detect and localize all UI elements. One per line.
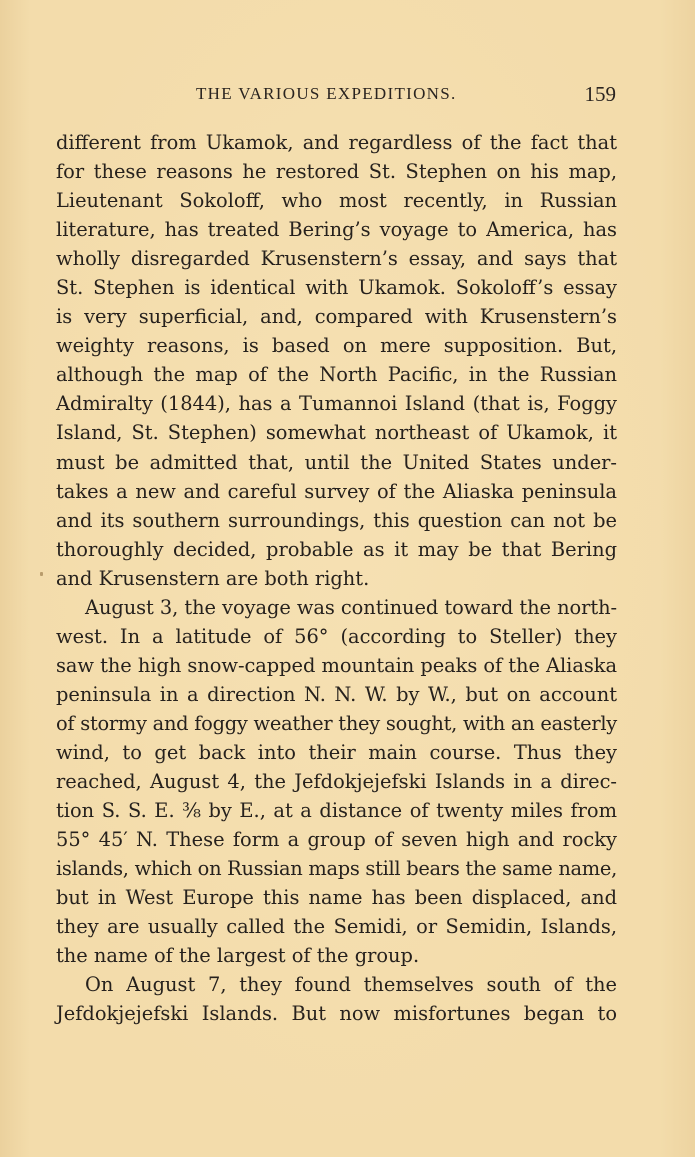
text-line: Lieutenant Sokoloff, who most recently, in Russian <box>56 189 617 213</box>
text-line: different from Ukamok, and regardless of the fact that <box>56 131 617 154</box>
paragraph-end-line: and Krusenstern are both right. <box>56 566 370 590</box>
text-line: wholly disregarded Krusenstern’s essay, and says that <box>56 247 617 271</box>
text-line: is very superficial, and, compared with Krusenstern’s <box>56 305 617 329</box>
text-line: of stormy and foggy weather they sought, with an easterly <box>56 711 617 735</box>
text-line: tion S. S. E. ⅜ by E., at a distance of twenty miles from <box>56 799 617 823</box>
paragraph-start-line: On August 7, they found themselves south of the <box>85 973 617 997</box>
text-line: St. Stephen is identical with Ukamok. Sokoloff’s essay <box>56 276 617 300</box>
text-line: must be admitted that, until the United States under- <box>56 450 617 474</box>
text-line: takes a new and careful survey of the Aliaska peninsula <box>56 479 617 503</box>
text-line: literature, has treated Bering’s voyage to America, has <box>56 218 617 242</box>
text-line: Admiralty (1844), has a Tumannoi Island (that is, Foggy <box>56 392 617 416</box>
text-line: for these reasons he restored St. Stephen on his map, <box>56 160 617 184</box>
paper-speck <box>40 572 43 576</box>
text-line: islands, which on Russian maps still bears the same name, <box>56 857 617 881</box>
text-line: peninsula in a direction N. N. W. by W., but on account <box>56 682 617 706</box>
paragraph-end-line: the name of the largest of the group. <box>56 944 420 968</box>
paragraph-start-line: August 3, the voyage was continued toward the north- <box>85 595 617 619</box>
running-head <box>56 84 616 108</box>
text-line: 55° 45′ N. These form a group of seven high and rocky <box>56 828 617 852</box>
page-number: 159 <box>584 82 616 106</box>
running-title: THE VARIOUS EXPEDITIONS. <box>196 84 457 103</box>
text-line: and its southern surroundings, this question can not be <box>56 508 617 532</box>
body-text <box>56 128 617 1028</box>
text-line: weighty reasons, is based on mere supposition. But, <box>56 334 617 358</box>
text-line: although the map of the North Pacific, in the Russian <box>56 363 617 387</box>
text-line: but in West Europe this name has been displaced, and <box>56 886 617 910</box>
text-line: reached, August 4, the Jefdokjejefski Islands in a direc- <box>56 770 617 794</box>
text-line: wind, to get back into their main course. Thus they <box>56 740 617 764</box>
text-line: thoroughly decided, probable as it may be that Bering <box>56 537 617 561</box>
text-line: west. In a latitude of 56° (according to Steller) they <box>56 624 617 648</box>
text-line: they are usually called the Semidi, or Semidin, Islands, <box>56 915 617 939</box>
text-line: saw the high snow-capped mountain peaks of the Aliaska <box>56 653 617 677</box>
text-line: Island, St. Stephen) somewhat northeast of Ukamok, it <box>56 421 617 445</box>
text-line: Jefdokjejefski Islands. But now misfortunes began to <box>56 1002 617 1026</box>
